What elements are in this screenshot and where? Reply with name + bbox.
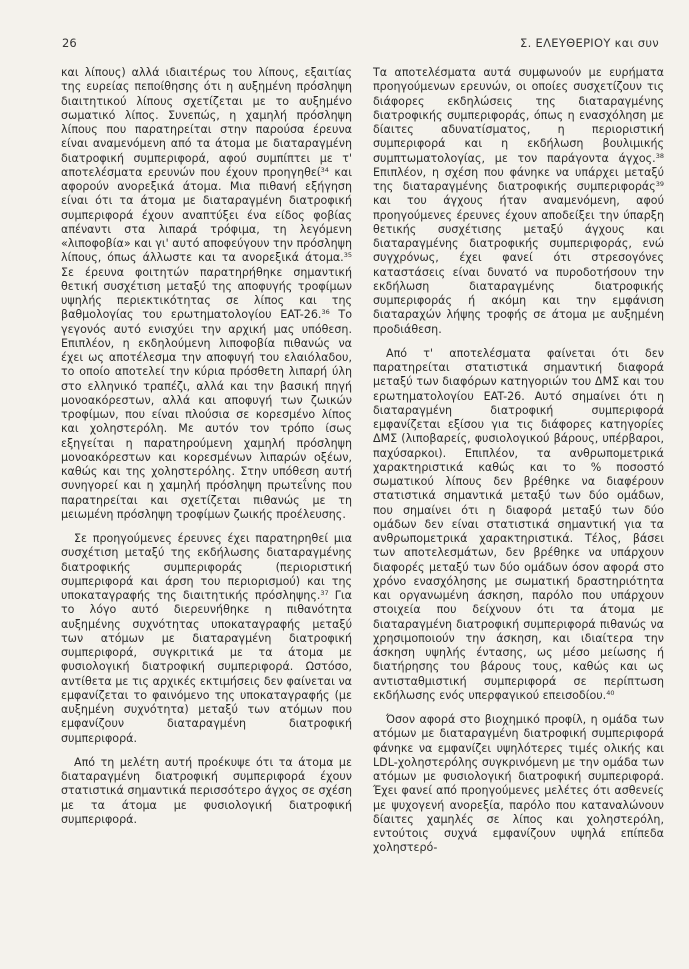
paragraph: και λίπους) αλλά ιδιαιτέρως του λίπους, εξαιτίας της ευρείας πεποίθησης ότι η αυξημένη πρόσληψη διαιτητικού λίπους σχετίζεται με το αυξημένο σωματικό λίπος. Συνεπώς, η χαμηλή πρόσληψη λίπους που παρατηρείται στην παρούσα έρευνα είναι αναμενόμενη από τα άτομα με διαταραγμένη διατροφική συμπεριφορά, αφού συμπίπτει με τ' αποτελέσματα ερευνών που έχουν προηγηθεί$^{34}$ και αφορούν ανορεξικά άτομα. Μια πιθανή εξήγηση είναι ότι τα άτομα με διαταραγμένη διατροφική συμπεριφορά έχουν αναπτύξει ένα είδος φοβίας απέναντι στα λιπαρά τρόφιμα, τη λεγόμενη «λιποφοβία» και γι' αυτό αποφεύγουν την πρόσληψη λίπους, όπως άλλωστε και τα ανορεξικά άτομα.$^{35}$ Σε έρευνα φοιτητών παρατηρήθηκε σημαντική θετική συσχέτιση μεταξύ της αποφυγής τροφίμων υψηλής περιεκτικότητας σε λίπος και της βαθμολογίας του ερωτηματολογίου EAT-26.36 Το γεγονός αυτό ενισχύει την αρχική μας υπόθεση. Επιπλέον, η εκδηλούμενη λιποφοβία πιθανώς να έχει ως αποτέλεσμα την αποφυγή του ελαιόλαδου, το οποίο αποτελεί την κύρια πρόσθετη λιπαρή ύλη στο ελληνικό τραπέζι, αλλά και την βασική πηγή μονοακόρεστων, αλλά και αποφυγή των ζωικών τροφίμων, που είναι πλούσια σε κορεσμένο λίπος και χοληστερόλη. Με αυτόν τον τρόπο ίσως εξηγείται η παρατηρούμενη χαμηλή πρόσληψη μονοακόρεστων και κορεσμένων λιπαρών οξέων, καθώς και της χοληστερόλης. Στην υπόθεση αυτή συνηγορεί και η χαμηλή πρόσληψη πρωτεΐνης που παρατηρείται και σχετίζεται πιθανώς με τη μειωμένη πρόσληψη τροφίμων ζωικής προέλευσης.: [61, 66, 352, 521]
page-number: 26: [62, 36, 77, 50]
paragraph: Όσον αφορά στο βιοχημικό προφίλ, η ομάδα των ατόμων με διαταραγμένη διατροφική συμπεριφορά φάνηκε να εμφανίζει υψηλότερες τιμές ολικής και LDL-χοληστερόλης συγκρινόμενη με την ομάδα των ατόμων με φυσιολογική διατροφική συμπεριφορά. Έχει φανεί από προηγούμενες μελέτες ότι ασθενείς με ψυχογενή ανορεξία, παρόλο που καταναλώνουν δίαιτες χαμηλές σε λίπος και χοληστερόλη, εντούτοις συχνά εμφανίζουν υψηλά επίπεδα χοληστερό-: [373, 713, 664, 855]
right-column: [373, 66, 664, 866]
running-head: Σ. ΕΛΕΥΘΕΡΙΟΥ και συν: [520, 36, 659, 50]
paragraph: Τα αποτελέσματα αυτά συμφωνούν με ευρήματα προηγούμενων ερευνών, οι οποίες συσχετίζουν τις διάφορες εκδηλώσεις της διαταραγμένης διατροφικής συμπεριφοράς, όπως η ενασχόληση με δίαιτες αδυνατίσματος, η περιοριστική συμπεριφορά και η εκδήλωση βουλιμικής συμπτωματολογίας, με τον παράγοντα άγχος.$^{38}$ Επιπλέον, η σχέση που φάνηκε να υπάρχει μεταξύ της διαταραγμένης διατροφικής συμπεριφοράς$^{39}$ και του άγχους ήταν αναμενόμενη, αφού προηγούμενες έρευνες έχουν αποδείξει την ύπαρξη θετικής συσχέτισης μεταξύ άγχους και διαταραγμένης διατροφικής συμπεριφοράς, ενώ συγχρόνως, έχει φανεί ότι στρεσογόνες καταστάσεις είναι δυνατό να πυροδοτήσουν την εκδήλωση διαταραγμένης διατροφικής συμπεριφοράς ή ακόμη και την εμφάνιση διαταραχών λήψης τροφής σε άτομα με αυξημένη προδιάθεση.: [373, 66, 664, 336]
paragraph: Από τ' αποτελέσματα φαίνεται ότι δεν παρατηρείται στατιστικά σημαντική διαφορά μεταξύ των διαφόρων κατηγοριών του ΔΜΣ και του ερωτηματολογίου EAT-26. Αυτό σημαίνει ότι η διαταραγμένη διατροφική συμπεριφορά εμφανίζεται εξίσου για τις διάφορες κατηγορίες ΔΜΣ (λιποβαρείς, φυσιολογικού βάρους, υπέρβαροι, παχύσαρκοι). Επιπλέον, τα ανθρωπομετρικά χαρακτηριστικά καθώς και το % ποσοστό σωματικού λίπους δεν βρέθηκε να διαφέρουν στατιστικά σημαντικά μεταξύ των δύο ομάδων, που σημαίνει ότι η διαφορά μεταξύ των δύο ομάδων δεν είναι στατιστικά σημαντική για τα ανθρωπομετρικά χαρακτηριστικά. Τέλος, βάσει των αποτελεσμάτων, δεν βρέθηκε να υπάρχουν διαφορές μεταξύ των δύο ομάδων όσον αφορά στο χρόνο ενασχόλησης με σωματική δραστηριότητα και οργανωμένη άσκηση, παρόλο που υπάρχουν στοιχεία που δείχνουν ότι τα άτομα με διαταραγμένη διατροφική συμπεριφορά πιθανώς να χρησιμοποιούν την άσκηση, και ιδιαίτερα την άσκηση υψηλής έντασης, ως μέσο μείωσης ή διατήρησης του βάρους τους, καθώς και ως αντισταθμιστική συμπεριφορά σε περίπτωση εκδήλωσης ενός υπερφαγικού επεισοδίου.$^{40}$: [373, 346, 664, 702]
paragraph: Σε προηγούμενες έρευνες έχει παρατηρηθεί μια συσχέτιση μεταξύ της εκδήλωσης διαταραγμένης διατροφικής συμπεριφοράς (περιοριστική συμπεριφορά και άρση του περιορισμού) και της υποκαταγραφής της διαιτητικής πρόσληψης.$^{37}$ Για το λόγο αυτό διερευνήθηκε η πιθανότητα αυξημένης συχνότητας υποκαταγραφής μεταξύ των ατόμων με διαταραγμένη διατροφική συμπεριφορά, συγκριτικά με τα άτομα με φυσιολογική διατροφική συμπεριφορά. Ωστόσο, αντίθετα με τις αρχικές εκτιμήσεις δεν φαίνεται να εμφανίζεται το φαινόμενο της υποκαταγραφής (με αυξημένη συχνότητα) μεταξύ των ατόμων που εμφανίζουν διαταραγμένη διατροφική συμπεριφορά.: [61, 532, 352, 745]
page-header: [62, 36, 659, 56]
left-column: [61, 66, 352, 837]
paragraph: Από τη μελέτη αυτή προέκυψε ότι τα άτομα με διαταραγμένη διατροφική συμπεριφορά έχουν στατιστικά σημαντικά περισσότερο άγχος σε σχέση με τα άτομα με φυσιολογική διατροφική συμπεριφορά.: [61, 755, 352, 826]
